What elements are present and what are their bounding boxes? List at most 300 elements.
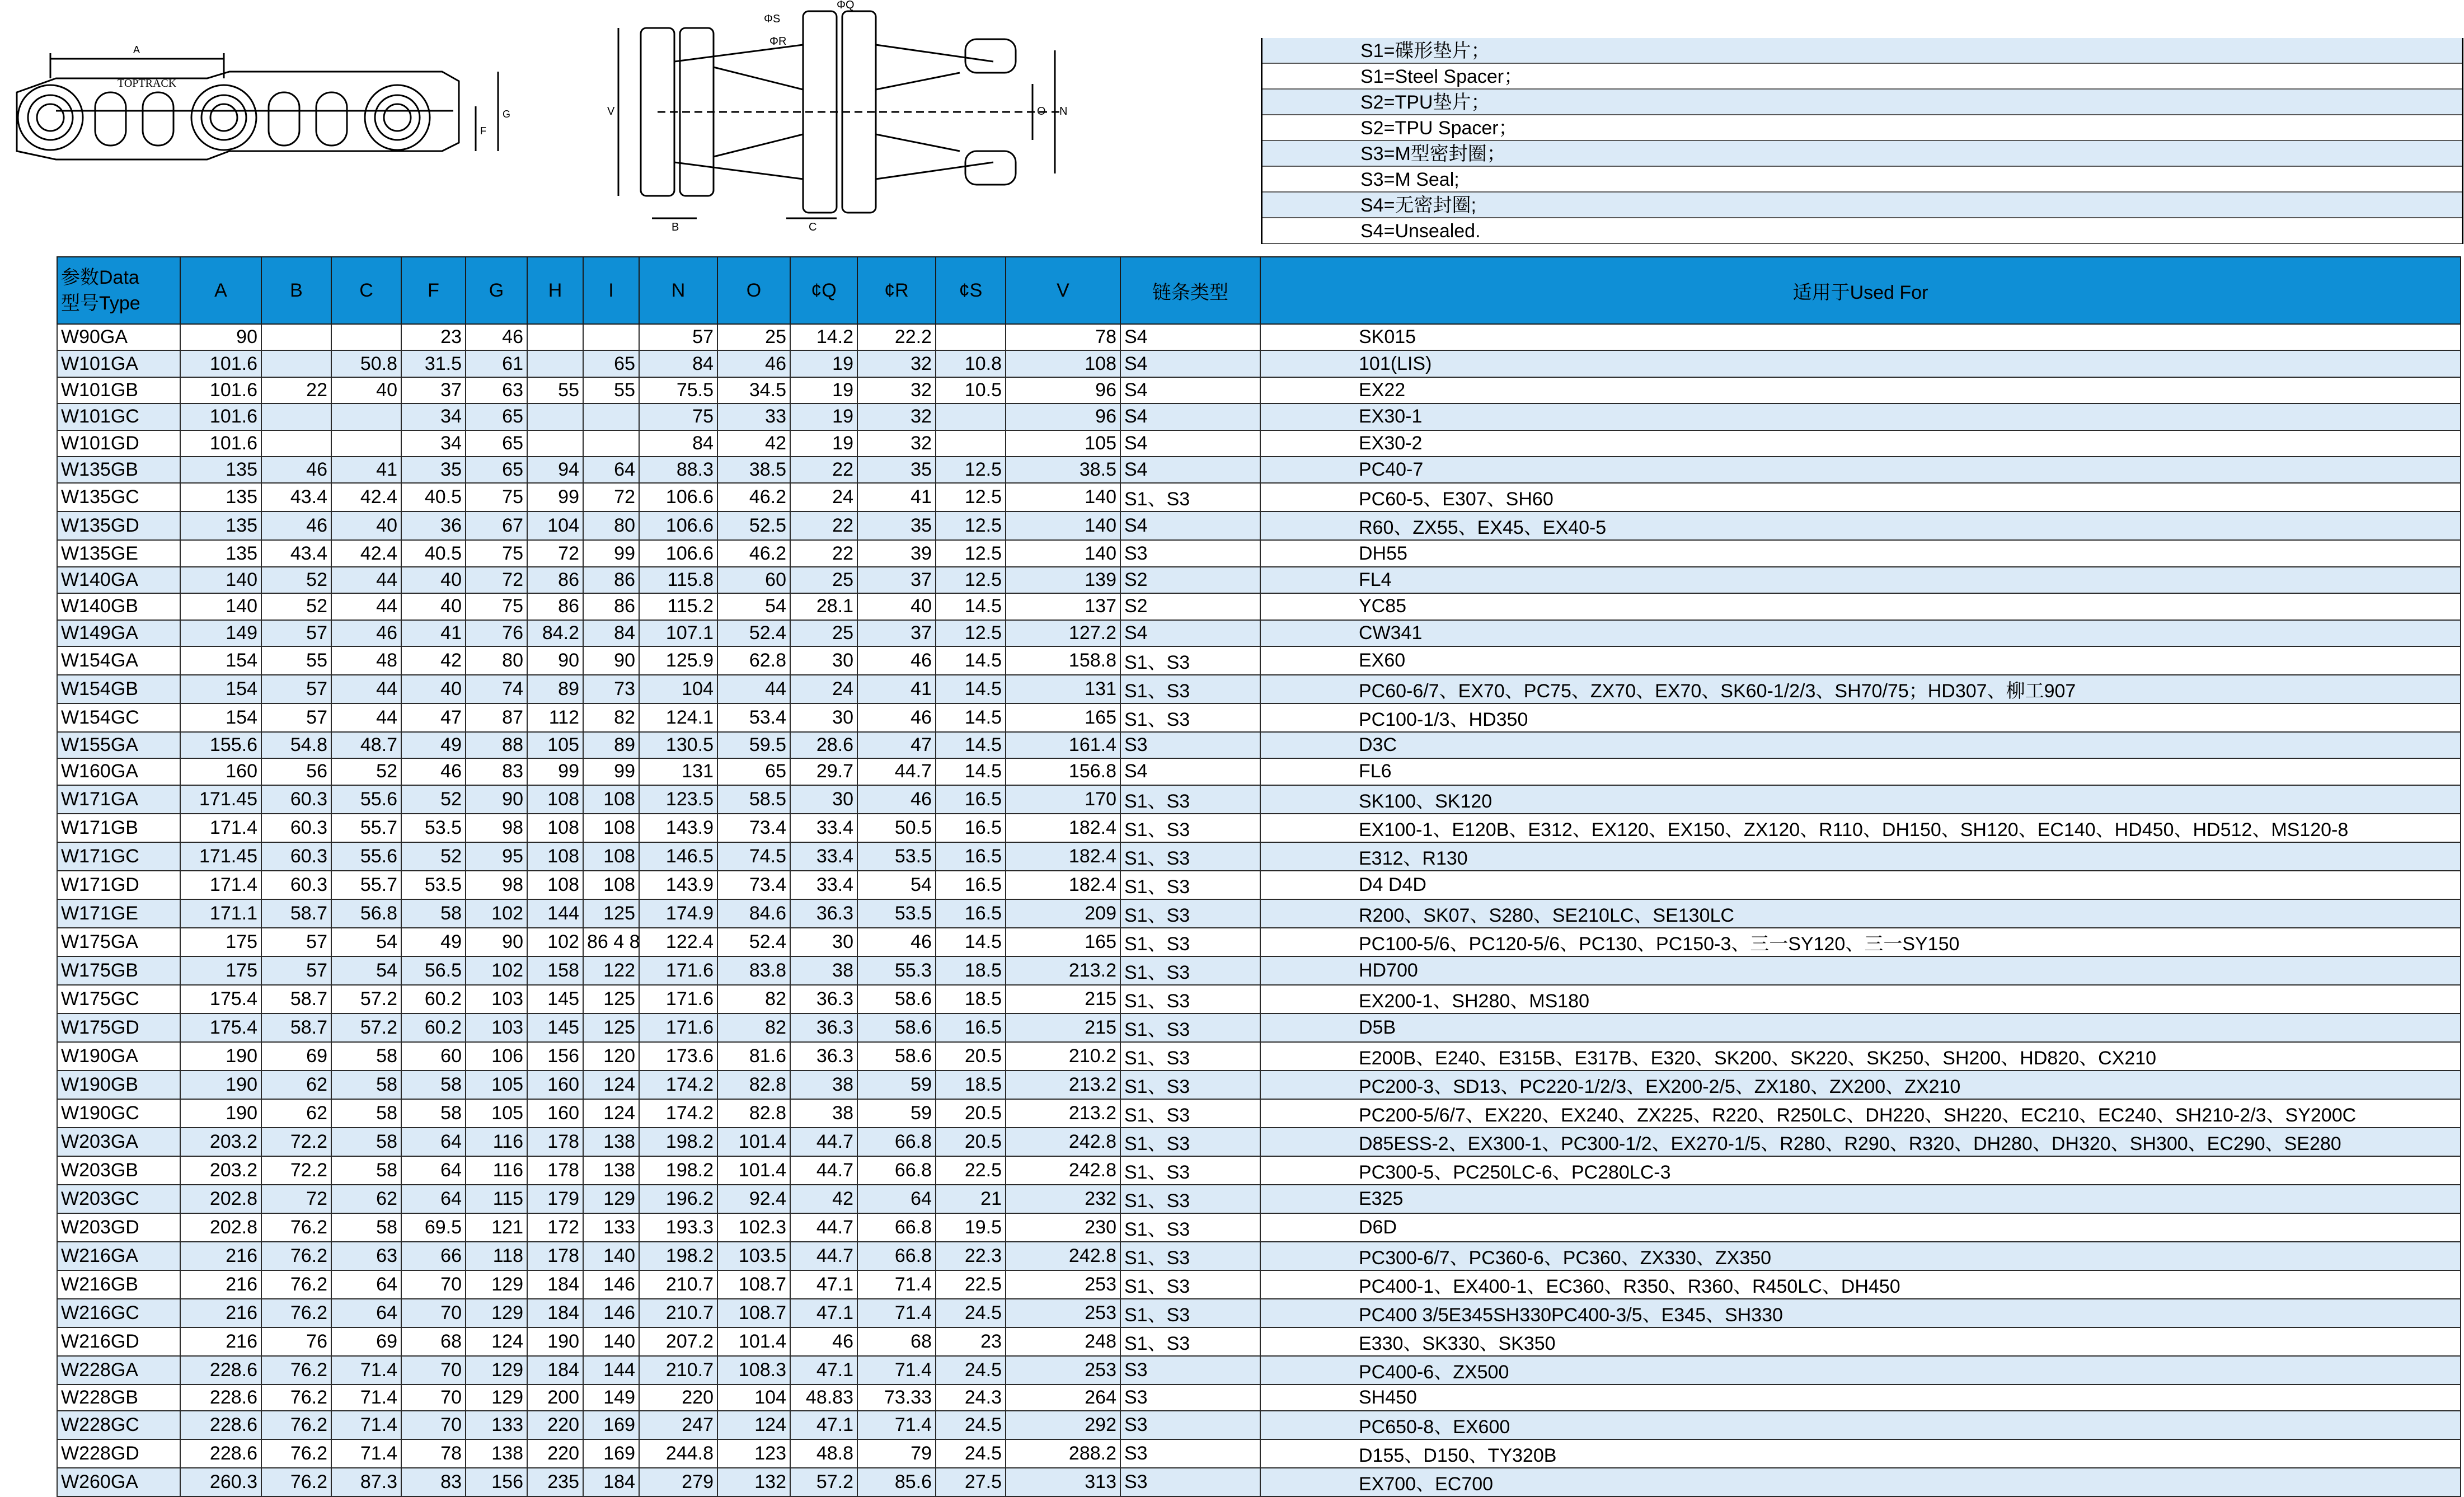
cell-type: W101GB xyxy=(57,377,180,403)
cell-value: 179 xyxy=(527,1185,583,1213)
cell-value: 99 xyxy=(583,758,639,785)
cell-value xyxy=(936,430,1006,457)
cell-value: 55.7 xyxy=(331,814,401,842)
header-col-chain-type: 链条类型 xyxy=(1120,257,1260,324)
link-top-view-drawing xyxy=(602,0,1105,235)
cell-used-for: FL6 xyxy=(1260,758,2461,785)
cell-type: W190GC xyxy=(57,1099,180,1128)
cell-value: 24.5 xyxy=(936,1356,1006,1385)
cell-value: 253 xyxy=(1006,1270,1120,1299)
dim-label-phi-q: ΦQ xyxy=(837,0,855,11)
cell-value: 58.7 xyxy=(261,985,331,1013)
cell-value: 178 xyxy=(527,1242,583,1270)
cell-value: 143.9 xyxy=(639,814,717,842)
cell-value: 203.2 xyxy=(180,1156,261,1185)
header-col: C xyxy=(331,257,401,324)
cell-value: 288.2 xyxy=(1006,1439,1120,1468)
table-row xyxy=(57,899,2461,928)
cell-chain-type: S1、S3 xyxy=(1120,956,1260,985)
cell-type: W216GB xyxy=(57,1270,180,1299)
cell-value: 155.6 xyxy=(180,732,261,758)
cell-value: 70 xyxy=(401,1270,466,1299)
cell-value: 108 xyxy=(583,871,639,899)
cell-value: 22 xyxy=(261,377,331,403)
cell-value: 129 xyxy=(583,1185,639,1213)
cell-value: 64 xyxy=(401,1185,466,1213)
cell-type: W154GB xyxy=(57,675,180,703)
header-col: ¢Q xyxy=(790,257,857,324)
cell-chain-type: S1、S3 xyxy=(1120,1156,1260,1185)
header-col: I xyxy=(583,257,639,324)
cell-value: 32 xyxy=(857,430,936,457)
table-row xyxy=(57,842,2461,871)
cell-value: 34 xyxy=(401,403,466,430)
cell-value: 64 xyxy=(401,1156,466,1185)
table-row xyxy=(57,871,2461,899)
cell-value: 25 xyxy=(790,567,857,593)
cell-value: 172 xyxy=(527,1213,583,1242)
cell-value: 71.4 xyxy=(857,1299,936,1327)
legend-row: S1=碟形垫片； xyxy=(1262,38,2462,64)
cell-value: 135 xyxy=(180,457,261,483)
cell-value: 84 xyxy=(639,430,717,457)
cell-value: 12.5 xyxy=(936,483,1006,511)
cell-used-for: PC400-1、EX400-1、EC360、R350、R360、R450LC、DH450 xyxy=(1260,1270,2461,1299)
cell-value: 54.8 xyxy=(261,732,331,758)
cell-type: W135GE xyxy=(57,540,180,566)
table-row xyxy=(57,430,2461,457)
cell-value: 71.4 xyxy=(857,1270,936,1299)
cell-value: 215 xyxy=(1006,985,1120,1013)
cell-value: 174.9 xyxy=(639,899,717,928)
cell-value: 154 xyxy=(180,703,261,732)
cell-value: 57.2 xyxy=(790,1468,857,1496)
cell-value: 102 xyxy=(466,899,527,928)
cell-value: 104 xyxy=(717,1385,790,1411)
cell-value: 244.8 xyxy=(639,1439,717,1468)
cell-value: 44.7 xyxy=(790,1242,857,1270)
cell-value: 232 xyxy=(1006,1185,1120,1213)
legend-row: S2=TPU垫片； xyxy=(1262,90,2462,115)
cell-used-for: CW341 xyxy=(1260,620,2461,646)
table-row xyxy=(57,620,2461,646)
dim-label-n: N xyxy=(1059,105,1068,118)
cell-value: 75 xyxy=(466,483,527,511)
cell-value: 82 xyxy=(717,985,790,1013)
cell-value: 57 xyxy=(261,620,331,646)
cell-value: 143.9 xyxy=(639,871,717,899)
cell-value: 14.5 xyxy=(936,758,1006,785)
table-row xyxy=(57,483,2461,511)
cell-value: 102.3 xyxy=(717,1213,790,1242)
cell-value: 47.1 xyxy=(790,1411,857,1439)
cell-value: 14.5 xyxy=(936,675,1006,703)
table-row xyxy=(57,814,2461,842)
cell-value: 55 xyxy=(583,377,639,403)
cell-chain-type: S1、S3 xyxy=(1120,814,1260,842)
cell-value: 145 xyxy=(527,985,583,1013)
cell-value: 101.6 xyxy=(180,403,261,430)
cell-value: 40 xyxy=(331,511,401,540)
cell-value: 149 xyxy=(583,1385,639,1411)
table-row xyxy=(57,1156,2461,1185)
cell-used-for: PC100-1/3、HD350 xyxy=(1260,703,2461,732)
cell-value: 35 xyxy=(401,457,466,483)
cell-value xyxy=(261,430,331,457)
cell-value: 55.6 xyxy=(331,842,401,871)
cell-value: 82 xyxy=(717,1013,790,1042)
header-col: ¢S xyxy=(936,257,1006,324)
cell-value: 102 xyxy=(527,928,583,956)
cell-value: 125 xyxy=(583,1013,639,1042)
cell-value: 44.7 xyxy=(790,1213,857,1242)
cell-value: 36.3 xyxy=(790,899,857,928)
cell-used-for: PC400 3/5E345SH330PC400-3/5、E345、SH330 xyxy=(1260,1299,2461,1327)
cell-value: 193.3 xyxy=(639,1213,717,1242)
cell-value: 16.5 xyxy=(936,842,1006,871)
cell-value: 55.7 xyxy=(331,871,401,899)
cell-value: 73.4 xyxy=(717,871,790,899)
cell-value: 44 xyxy=(331,567,401,593)
cell-value: 61 xyxy=(466,350,527,377)
cell-value: 182.4 xyxy=(1006,871,1120,899)
legend-row: S4=无密封圈; xyxy=(1262,193,2462,218)
table-row xyxy=(57,377,2461,403)
cell-value: 62 xyxy=(331,1185,401,1213)
cell-value: 190 xyxy=(180,1071,261,1099)
cell-value: 133 xyxy=(583,1213,639,1242)
table-row xyxy=(57,1242,2461,1270)
table-row xyxy=(57,1013,2461,1042)
cell-value: 46 xyxy=(857,703,936,732)
cell-value: 103 xyxy=(466,1013,527,1042)
cell-value: 54 xyxy=(857,871,936,899)
cell-value: 76.2 xyxy=(261,1439,331,1468)
cell-used-for: PC400-6、ZX500 xyxy=(1260,1356,2461,1385)
cell-value: 101.4 xyxy=(717,1327,790,1356)
cell-value: 25 xyxy=(790,620,857,646)
cell-value: 57 xyxy=(261,956,331,985)
header-data-type xyxy=(57,257,180,324)
cell-value: 122.4 xyxy=(639,928,717,956)
cell-value: 44 xyxy=(331,703,401,732)
cell-chain-type: S4 xyxy=(1120,430,1260,457)
cell-used-for: E200B、E240、E315B、E317B、E320、SK200、SK220、SK250、SH200、HD820、CX210 xyxy=(1260,1042,2461,1071)
cell-value: 14.5 xyxy=(936,928,1006,956)
cell-value: 58 xyxy=(331,1071,401,1099)
cell-chain-type: S1、S3 xyxy=(1120,1071,1260,1099)
cell-value: 88.3 xyxy=(639,457,717,483)
cell-value: 68 xyxy=(857,1327,936,1356)
cell-used-for: SK015 xyxy=(1260,324,2461,350)
header-col: H xyxy=(527,257,583,324)
cell-value: 83 xyxy=(401,1468,466,1496)
cell-value: 38.5 xyxy=(717,457,790,483)
cell-value: 46 xyxy=(857,785,936,814)
cell-value: 90 xyxy=(466,785,527,814)
cell-chain-type: S4 xyxy=(1120,457,1260,483)
cell-value: 112 xyxy=(527,703,583,732)
cell-value: 108 xyxy=(527,871,583,899)
cell-value: 125 xyxy=(583,899,639,928)
cell-value: 101.6 xyxy=(180,350,261,377)
cell-value: 129 xyxy=(466,1385,527,1411)
cell-value: 171.6 xyxy=(639,985,717,1013)
cell-value: 10.8 xyxy=(936,350,1006,377)
cell-value: 58.7 xyxy=(261,899,331,928)
table-row xyxy=(57,956,2461,985)
cell-type: W190GA xyxy=(57,1042,180,1071)
cell-type: W190GB xyxy=(57,1071,180,1099)
cell-value: 104 xyxy=(639,675,717,703)
cell-type: W203GB xyxy=(57,1156,180,1185)
cell-chain-type: S1、S3 xyxy=(1120,483,1260,511)
cell-value: 200 xyxy=(527,1385,583,1411)
cell-value: 67 xyxy=(466,511,527,540)
cell-type: W216GD xyxy=(57,1327,180,1356)
cell-type: W135GB xyxy=(57,457,180,483)
cell-value: 60.3 xyxy=(261,871,331,899)
cell-value xyxy=(527,403,583,430)
cell-chain-type: S4 xyxy=(1120,377,1260,403)
cell-value: 108.7 xyxy=(717,1299,790,1327)
cell-value: 92.4 xyxy=(717,1185,790,1213)
cell-value: 64 xyxy=(331,1299,401,1327)
cell-value: 27.5 xyxy=(936,1468,1006,1496)
cell-value: 108 xyxy=(527,814,583,842)
cell-type: W228GD xyxy=(57,1439,180,1468)
cell-value: 55 xyxy=(261,646,331,675)
cell-value: 37 xyxy=(401,377,466,403)
cell-type: W171GA xyxy=(57,785,180,814)
cell-value: 64 xyxy=(583,457,639,483)
cell-value: 169 xyxy=(583,1439,639,1468)
cell-value xyxy=(583,403,639,430)
cell-value: 43.4 xyxy=(261,540,331,566)
cell-value xyxy=(331,430,401,457)
cell-value: 19.5 xyxy=(936,1213,1006,1242)
cell-value: 174.2 xyxy=(639,1099,717,1128)
cell-value: 37 xyxy=(857,620,936,646)
cell-value: 58.6 xyxy=(857,1042,936,1071)
cell-value: 182.4 xyxy=(1006,814,1120,842)
cell-value: 202.8 xyxy=(180,1213,261,1242)
cell-chain-type: S4 xyxy=(1120,511,1260,540)
cell-value: 19 xyxy=(790,430,857,457)
cell-value: 53.5 xyxy=(401,814,466,842)
cell-used-for: R60、ZX55、EX45、EX40-5 xyxy=(1260,511,2461,540)
table-row xyxy=(57,540,2461,566)
cell-value: 137 xyxy=(1006,593,1120,620)
cell-chain-type: S1、S3 xyxy=(1120,1099,1260,1128)
cell-value: 12.5 xyxy=(936,620,1006,646)
cell-value: 69 xyxy=(261,1042,331,1071)
cell-value: 138 xyxy=(583,1128,639,1156)
table-row xyxy=(57,1327,2461,1356)
cell-used-for: EX22 xyxy=(1260,377,2461,403)
cell-type: W140GA xyxy=(57,567,180,593)
cell-value: 65 xyxy=(466,403,527,430)
cell-value: 95 xyxy=(466,842,527,871)
cell-value: 86 xyxy=(527,567,583,593)
cell-type: W175GA xyxy=(57,928,180,956)
cell-value: 154 xyxy=(180,675,261,703)
cell-value: 63 xyxy=(466,377,527,403)
cell-value: 73.33 xyxy=(857,1385,936,1411)
cell-value: 44.7 xyxy=(857,758,936,785)
cell-value: 18.5 xyxy=(936,956,1006,985)
cell-value: 18.5 xyxy=(936,1071,1006,1099)
cell-value: 75 xyxy=(639,403,717,430)
cell-value: 156.8 xyxy=(1006,758,1120,785)
chain-logo: TOPTRACK xyxy=(118,77,177,90)
cell-value: 75 xyxy=(466,540,527,566)
cell-value xyxy=(527,430,583,457)
cell-value: 20.5 xyxy=(936,1128,1006,1156)
cell-value: 60 xyxy=(401,1042,466,1071)
cell-chain-type: S3 xyxy=(1120,732,1260,758)
cell-value: 213.2 xyxy=(1006,1071,1120,1099)
cell-value: 87.3 xyxy=(331,1468,401,1496)
cell-value: 42 xyxy=(790,1185,857,1213)
cell-value: 242.8 xyxy=(1006,1128,1120,1156)
cell-value: 16.5 xyxy=(936,871,1006,899)
cell-value: 70 xyxy=(401,1385,466,1411)
header-col: A xyxy=(180,257,261,324)
cell-value: 170 xyxy=(1006,785,1120,814)
header-col-used-for: 适用于Used For xyxy=(1260,257,2461,324)
cell-value: 38 xyxy=(790,956,857,985)
cell-type: W203GD xyxy=(57,1213,180,1242)
cell-value: 116 xyxy=(466,1156,527,1185)
cell-value: 115 xyxy=(466,1185,527,1213)
cell-value xyxy=(527,350,583,377)
cell-value: 14.5 xyxy=(936,593,1006,620)
cell-value: 52.4 xyxy=(717,928,790,956)
cell-value: 85.6 xyxy=(857,1468,936,1496)
cell-value: 12.5 xyxy=(936,567,1006,593)
table-row xyxy=(57,567,2461,593)
header-col: B xyxy=(261,257,331,324)
cell-value: 78 xyxy=(401,1439,466,1468)
cell-value: 165 xyxy=(1006,928,1120,956)
cell-value: 44.7 xyxy=(790,1128,857,1156)
cell-value: 133 xyxy=(466,1411,527,1439)
cell-value: 40 xyxy=(331,377,401,403)
table-row xyxy=(57,403,2461,430)
cell-used-for: DH55 xyxy=(1260,540,2461,566)
table-row xyxy=(57,1213,2461,1242)
cell-value: 46 xyxy=(717,350,790,377)
cell-value: 57.2 xyxy=(331,985,401,1013)
cell-value: 108 xyxy=(527,842,583,871)
cell-value: 90 xyxy=(583,646,639,675)
cell-value: 171.45 xyxy=(180,842,261,871)
cell-value: 53.5 xyxy=(401,871,466,899)
cell-value: 260.3 xyxy=(180,1468,261,1496)
cell-value: 207.2 xyxy=(639,1327,717,1356)
cell-chain-type: S1、S3 xyxy=(1120,1128,1260,1156)
cell-type: W149GA xyxy=(57,620,180,646)
header-col: N xyxy=(639,257,717,324)
cell-value: 35 xyxy=(857,511,936,540)
cell-value: 174.2 xyxy=(639,1071,717,1099)
cell-value: 42 xyxy=(401,646,466,675)
cell-value: 30 xyxy=(790,928,857,956)
cell-value: 53.4 xyxy=(717,703,790,732)
cell-value: 74.5 xyxy=(717,842,790,871)
table-body xyxy=(57,324,2461,1496)
header-data-label: 参数Data xyxy=(61,267,139,288)
cell-type: W171GE xyxy=(57,899,180,928)
cell-value: 242.8 xyxy=(1006,1156,1120,1185)
cell-value: 46 xyxy=(401,758,466,785)
cell-value: 57 xyxy=(261,703,331,732)
cell-used-for: EX700、EC700 xyxy=(1260,1468,2461,1496)
cell-value: 129 xyxy=(466,1356,527,1385)
cell-value: 146 xyxy=(583,1270,639,1299)
cell-value: 209 xyxy=(1006,899,1120,928)
cell-value: 228.6 xyxy=(180,1439,261,1468)
cell-value: 264 xyxy=(1006,1385,1120,1411)
header-col: ¢R xyxy=(857,257,936,324)
table-row xyxy=(57,350,2461,377)
cell-value: 139 xyxy=(1006,567,1120,593)
cell-value: 58.6 xyxy=(857,985,936,1013)
cell-value: 72.2 xyxy=(261,1128,331,1156)
cell-value: 171.45 xyxy=(180,785,261,814)
cell-used-for: PC60-6/7、EX70、PC75、ZX70、EX70、SK60-1/2/3、SH70/75；HD307、柳工907 xyxy=(1260,675,2461,703)
cell-value: 253 xyxy=(1006,1299,1120,1327)
cell-value: 57 xyxy=(261,928,331,956)
cell-value: 116 xyxy=(466,1128,527,1156)
cell-value: 76.2 xyxy=(261,1411,331,1439)
cell-value: 65 xyxy=(583,350,639,377)
cell-value: 124 xyxy=(583,1099,639,1128)
cell-value: 123 xyxy=(717,1439,790,1468)
cell-value: 24.3 xyxy=(936,1385,1006,1411)
cell-value: 220 xyxy=(527,1411,583,1439)
cell-type: W175GB xyxy=(57,956,180,985)
cell-value: 102 xyxy=(466,956,527,985)
cell-value: 22.2 xyxy=(857,324,936,350)
cell-value: 154 xyxy=(180,646,261,675)
cell-value: 115.8 xyxy=(639,567,717,593)
cell-value: 59 xyxy=(857,1071,936,1099)
cell-value: 34 xyxy=(401,430,466,457)
cell-value: 12.5 xyxy=(936,511,1006,540)
cell-used-for: 101(LIS) xyxy=(1260,350,2461,377)
cell-value: 63 xyxy=(331,1242,401,1270)
dim-label-g: G xyxy=(503,109,511,120)
header-col: O xyxy=(717,257,790,324)
dim-label-phi-r: ΦR xyxy=(769,35,787,48)
cell-type: W203GC xyxy=(57,1185,180,1213)
cell-value: 76.2 xyxy=(261,1385,331,1411)
cell-value: 121 xyxy=(466,1213,527,1242)
cell-value: 178 xyxy=(527,1128,583,1156)
cell-value xyxy=(261,403,331,430)
cell-value: 14.5 xyxy=(936,732,1006,758)
cell-value: 184 xyxy=(583,1468,639,1496)
cell-value: 47.1 xyxy=(790,1270,857,1299)
cell-value: 228.6 xyxy=(180,1411,261,1439)
cell-value: 76.2 xyxy=(261,1213,331,1242)
cell-value: 108 xyxy=(583,785,639,814)
cell-value: 58.7 xyxy=(261,1013,331,1042)
cell-value: 86 xyxy=(583,567,639,593)
cell-value: 108 xyxy=(583,842,639,871)
